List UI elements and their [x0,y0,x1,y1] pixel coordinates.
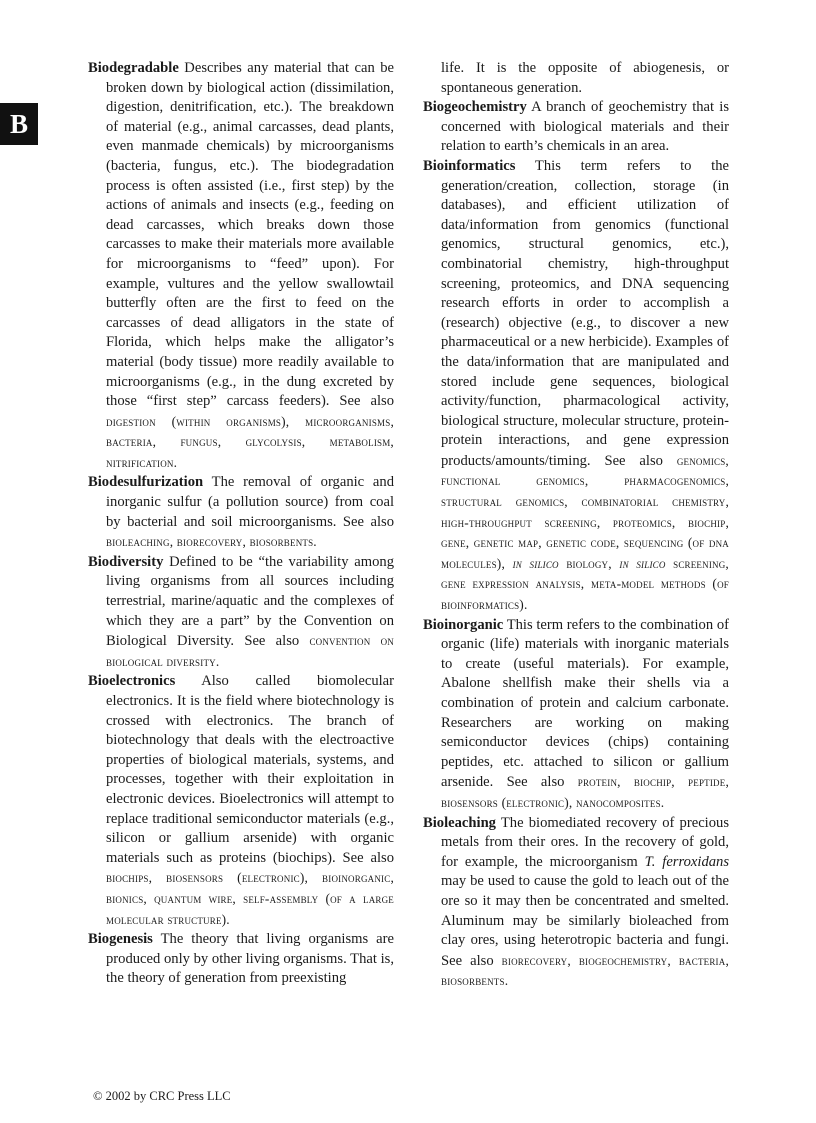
entry-term: Biodiversity [88,553,164,570]
section-letter-tab [0,103,38,145]
glossary-entry-continuation [423,59,729,98]
entry-term: Biodesulfurization [88,474,204,491]
entry-definition: This term refers to the generation/creation, collection, storage (in databases), and efficient utilization of data/information from genomics (functional genomics, structural genomics, etc.), combinatorial chemistry, high-throughput screening, proteomics, and DNA sequencing research efforts in order to accomplish a (research) objective (e.g., to discover a new pharmaceutical or a new herbicide). Examples of the data/information that are manipulated and stored include gene sequences, biological activity/function, pharmacological activity, biological structure, molecular structure, protein-protein interactions, and gene expression products/amounts/timing. See also [441,157,729,469]
see-also-italic: in silico [619,555,666,571]
entry-see-also: bioleaching, biorecovery, biosorbents. [106,534,317,550]
entry-definition: This term refers to the combination of organic (life) materials with inorganic materials to create (useful materials). For example, Abalone shellfish make their shells via a combination of protein and calcium carbonate. Researchers are working on making semiconductor devices (chips) containing peptides, etc. attached to silicon or gallium arsenide. See also [441,616,729,791]
left-column [88,59,394,989]
see-also-part: screening, gene expression analysis, meta-model methods (of bioinformatics). [441,555,729,613]
species-name: T. ferroxidans [644,853,730,870]
entry-see-also: protein, biochip, peptide, biosensors (electronic), nanocomposites. [441,774,729,810]
entry-see-also: digestion (within organisms), microorganisms, bacteria, fungus, glycolysis, metabolism, nitrification. [106,413,394,470]
see-also-italic: in silico [512,555,559,571]
entry-see-also [441,453,729,612]
glossary-entry-biogeochemistry [423,98,729,157]
entry-see-also: biorecovery, biogeochemistry, bacteria, biosorbents. [441,952,729,989]
copyright-footer: © 2002 by CRC Press LLC [93,1089,231,1103]
entry-definition: A branch of geochemistry that is concerned with biological materials and their relation to earth’s chemicals in an area. [441,99,730,155]
entry-term: Bioelectronics [88,673,176,690]
glossary-entry-bioinformatics [423,157,729,616]
section-letter: B [9,108,28,139]
see-also-part: biology, [566,555,612,571]
entry-see-also: biochips, biosensors (electronic), bioinorganic, bionics, quantum wire, self-assembly (of a large molecular structure). [106,870,394,927]
glossary-entry-bioinorganic [423,616,729,814]
glossary-entry-bioelectronics [88,672,394,930]
entry-term: Biodegradable [88,60,179,76]
entry-see-also: convention on biological diversity. [106,633,394,669]
entry-term: Biogeochemistry [423,99,527,116]
glossary-entry-biodegradable [88,59,394,473]
glossary-entry-bioleaching [423,814,729,992]
glossary-entry-biogenesis [88,930,394,989]
glossary-entry-biodesulfurization [88,473,394,552]
entry-definition: life. It is the opposite of abiogenesis, or spontaneous generation. [441,60,729,96]
entry-definition: The theory that living organisms are produced only by other living organisms. That is, the theory of generation from preexisting [106,931,394,987]
entry-definition: The removal of organic and inorganic sulfur (a pollution source) from coal by bacterial and soil microorganisms. See also [106,474,394,530]
entry-definition: Describes any material that can be broken down by biological action (dissimilation, digestion, denitrification, etc.). The breakdown of material (e.g., animal carcasses, dead plants, even manmade chemicals) by microorganisms (bacteria, fungus, etc.). The biodegradation process is often assisted (i.e., first step) by the actions of animals and insects (e.g., feeding on dead carcasses, which breaks down those carcasses to make their materials more available for microorganisms to “feed” upon). For example, vultures and the yellow swallowtail butterfly often are the first to feed on the carcasses of dead alligators in the state of Florida, which helps make the alligator’s material (body tissue) more readily available to microorganisms (e.g., in the dung excreted by those “first step” carcass feeders). See also [106,60,394,410]
entry-term: Bioinformatics [423,157,516,174]
entry-definition: The biomediated recovery of precious metals from their ores. In the recovery of gold, for example, the microorganism [441,814,729,870]
entry-term: Bioleaching [423,814,496,831]
right-column [423,59,729,992]
entry-definition: Also called biomolecular electronics. It is the field where biotechnology is crossed with electronics. The branch of biotechnology that deals with the electroactive properties of biological materials, systems, and processes, together with their exploitation in electronic devices. Bioelectronics will attempt to replace traditional semiconductor materials (e.g., silicon or gallium arsenide) with organic materials such as proteins (biochips). See also [106,673,395,866]
see-also-part: genomics, functional genomics, pharmacogenomics, structural genomics, combinatorial chemistry, high-throughput screening, proteomics, biochip, gene, genetic map, genetic code, sequencing (of dna molecules), [441,452,729,571]
entry-definition: Defined to be “the variability among living organisms from all sources including terrestrial, marine/aquatic and the complexes of which they are a part” by the Convention on Biological Diversity. See also [106,553,394,650]
glossary-entry-biodiversity [88,553,394,673]
entry-term: Biogenesis [88,931,153,948]
entry-term: Bioinorganic [423,616,504,633]
entry-definition: may be used to cause the gold to leach out of the ore so it may then be concentrated and smelted. Aluminum may be similarly bioleached from clay ores, using heterotropic bacteria and fungi. See also [441,873,729,969]
